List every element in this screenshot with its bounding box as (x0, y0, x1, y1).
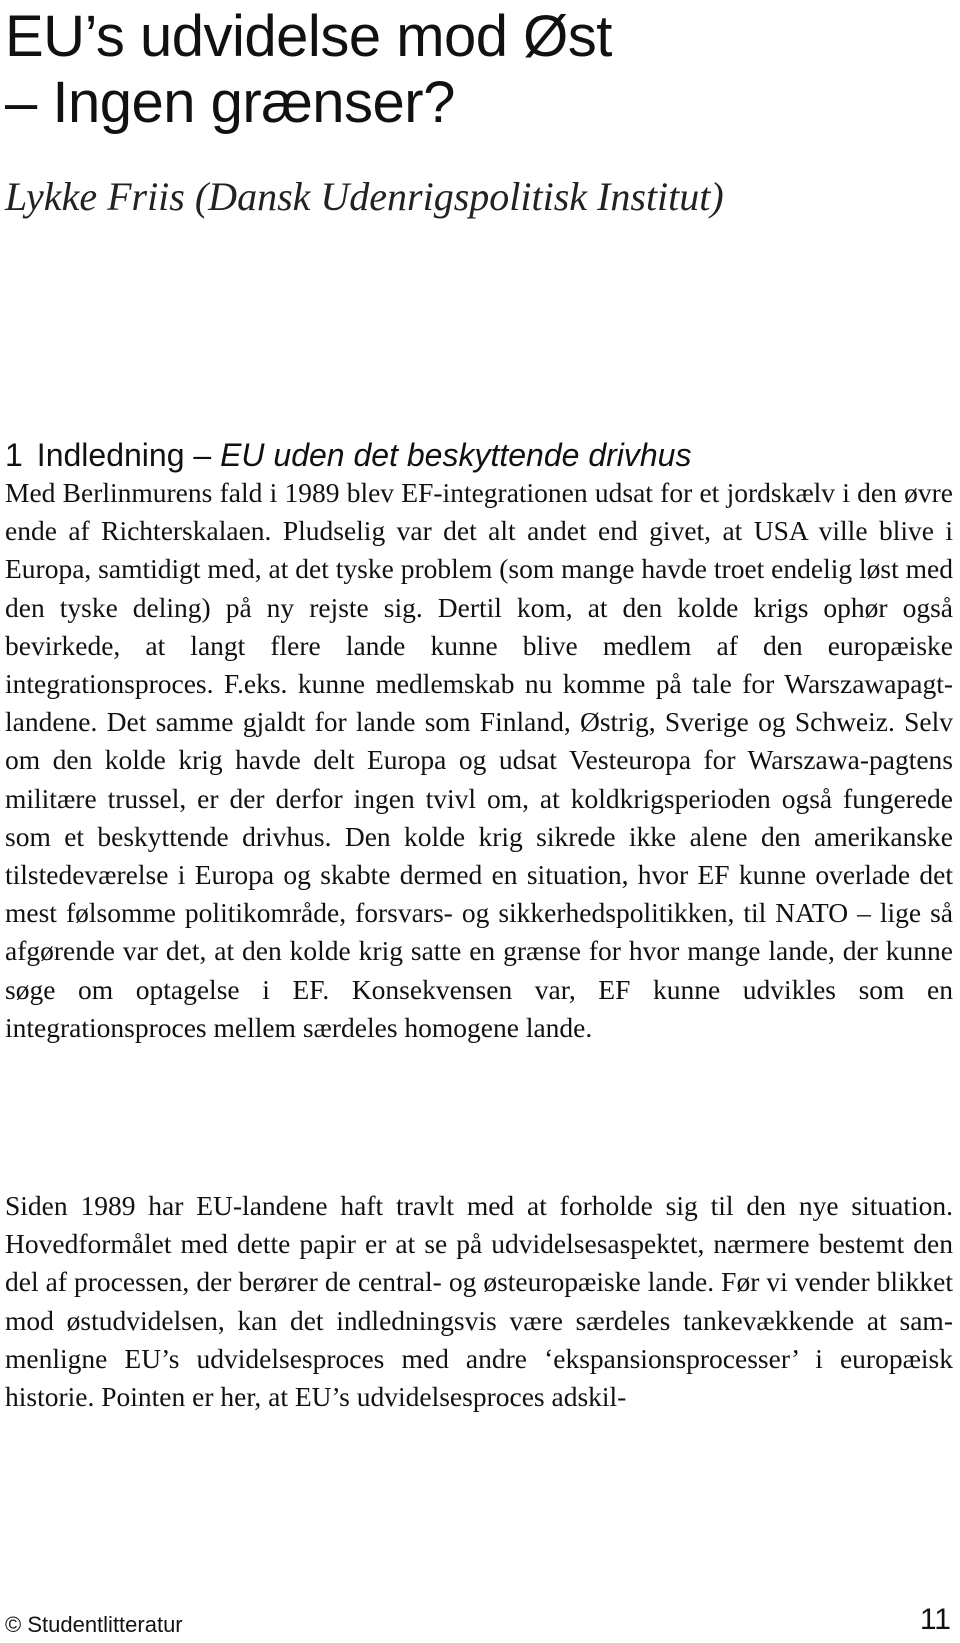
footer-publisher: © Studentlitteratur (5, 1612, 183, 1637)
author-line: Lykke Friis (Dansk Udenrigspolitisk Institut) (5, 174, 724, 219)
section-title-plain: Indledning – (36, 437, 221, 473)
section-heading (5, 436, 691, 474)
document-page (5, 0, 957, 1643)
title-line-2: – Ingen grænser? (5, 70, 455, 135)
title-line-1: EU’s udvidelse mod Øst (5, 4, 612, 69)
section-number: 1 (5, 437, 23, 473)
paragraph-2: Siden 1989 har EU-landene haft travlt med at forholde sig til den nye situation. Hovedformålet med dette papir er at se på udvidelsesaspektet, nærmere bestemt den del af processen, der berører de central- og østeuropæiske lande. Før vi vender blikket mod østudvidelsen, kan det indledningsvis være særdeles tankevækkende at sammenligne EU’s udvidelsesproces med andre ‘ekspansionsprocesser’ i europæisk historie. Pointen er her, at EU’s udvidelsesproces adskil- (5, 1190, 953, 1413)
section-title-italic: EU uden det beskyttende drivhus (220, 437, 692, 473)
page-number: 11 (919, 1603, 951, 1636)
paragraph-1: Med Berlinmurens fald i 1989 blev EF-integrationen udsat for et jordskælv i den øvre ende af Richterskalaen. Pludselig var det alt andet end givet, at USA ville blive i Europa, samtidigt med, at det tyske problem (som mange havde troet endelig løst med den tyske deling) på ny rejste sig. Dertil kom, at den kolde krigs ophør også bevirkede, at langt flere lande kunne blive medlem af den europæiske integrationsproces. F.eks. kunne medlemskab nu komme på tale for Warszawapagt-landene. Det samme gjaldt for lande som Finland, Østrig, Sverige og Schweiz. Selv om den kolde krig havde delt Europa og udsat Vesteuropa for Warszawa-pagtens militære trussel, er der derfor ingen tvivl om, at koldkrigsperioden også fungerede som et beskyttende drivhus. Den kolde krig sikrede ikke alene den amerikanske tilstedeværelse i Europa og skabte dermed en situation, hvor EF kunne overlade det mest følsomme politikområde, forsvars- og sikkerhedspolitikken, til NATO – lige så afgørende var det, at den kolde krig satte en grænse for hvor mange lande, der kunne søge om optagelse i EF. Konsekvensen var, EF kunne udvikles som en integrationsproces mellem særdeles homogene lande. (5, 477, 953, 1043)
document-title (5, 4, 612, 136)
